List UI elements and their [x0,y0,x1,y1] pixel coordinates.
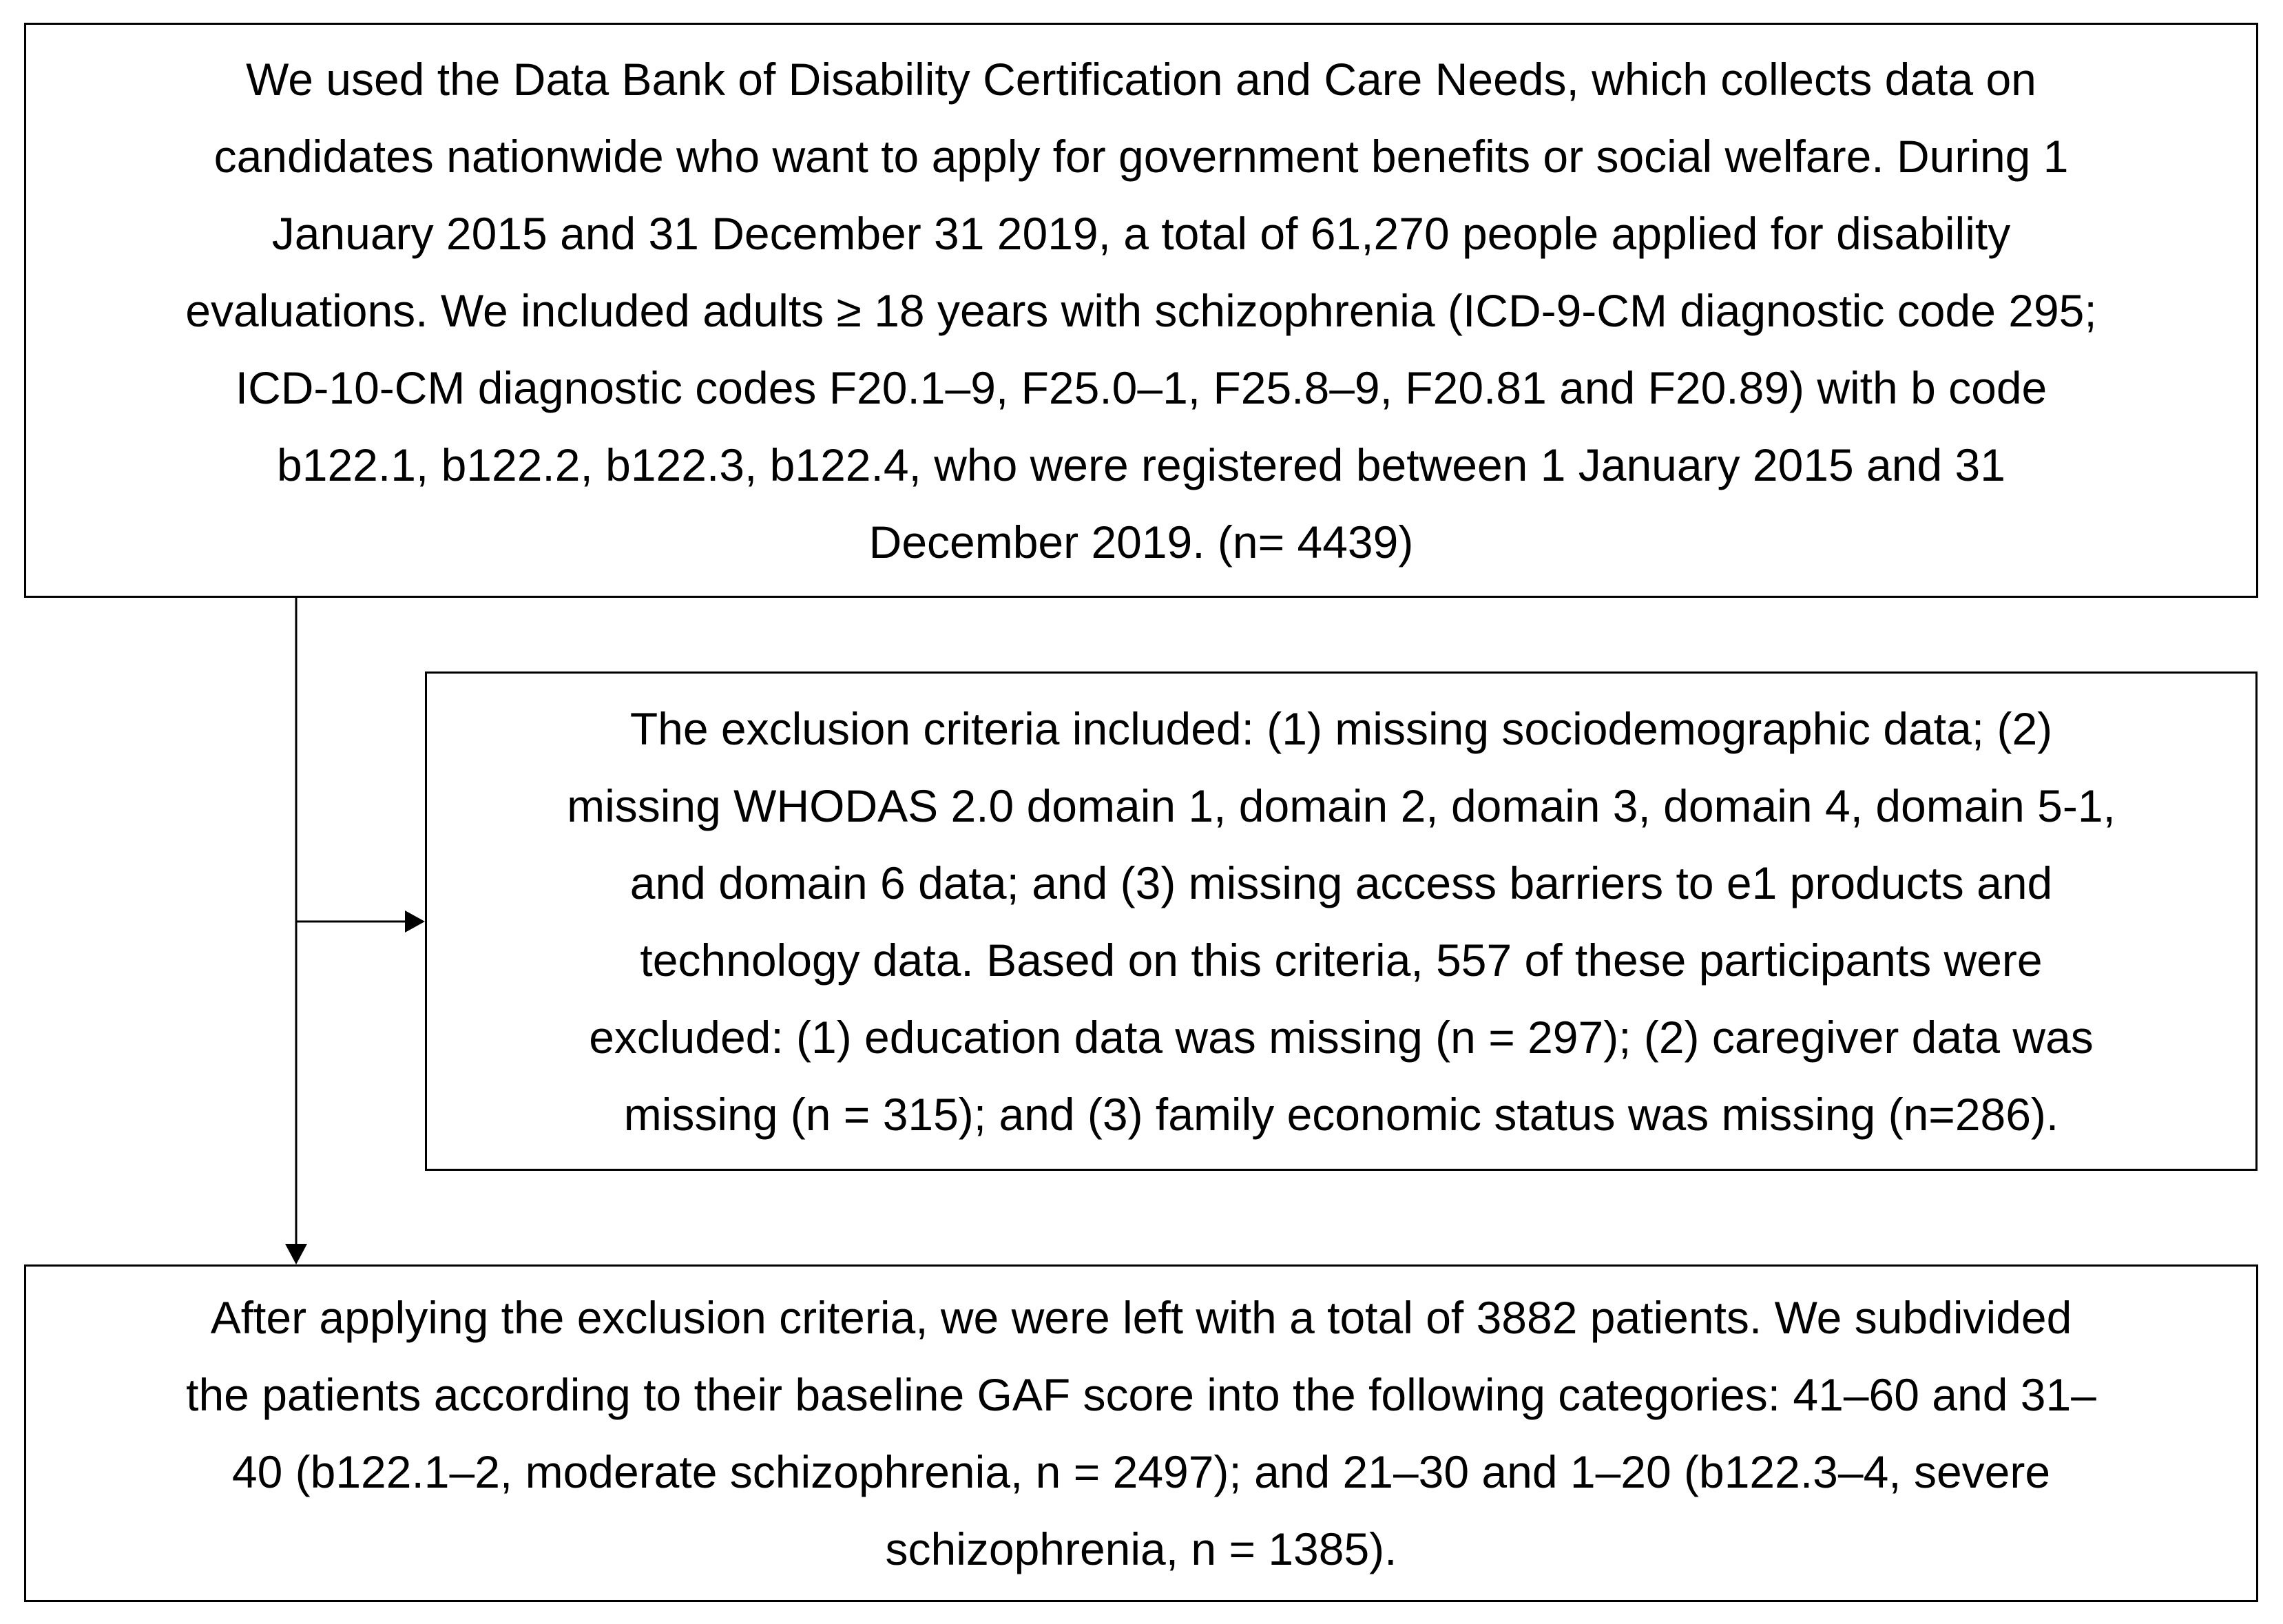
exclusion-line: excluded: (1) education data was missing (n = 297); (2) caregiver data was [589,1011,2094,1063]
inclusion-line: evaluations. We included adults ≥ 18 years with schizophrenia (ICD-9-CM diagnostic code 295; [185,284,2097,336]
exclusion-line: The exclusion criteria included: (1) missing sociodemographic data; (2) [629,702,2053,754]
final-cohort-line: the patients according to their baseline GAF score into the following categories: 41–60 and 31– [186,1369,2096,1420]
final-cohort-line: schizophrenia, n = 1385). [885,1523,1397,1574]
inclusion-line: January 2015 and 31 December 31 2019, a total of 61,270 people applied for disability [271,207,2011,259]
final-cohort-box [24,1264,2258,1602]
exclusion-line: and domain 6 data; and (3) missing access barriers to e1 products and [629,857,2053,908]
exclusion-line: missing (n = 315); and (3) family economic status was missing (n=286). [623,1088,2059,1140]
exclusion-branch-arrowhead [405,910,425,933]
final-cohort-line: 40 (b122.1–2, moderate schizophrenia, n = 2497); and 21–30 and 1–20 (b122.3–4, severe [231,1446,2051,1497]
final-cohort-line: After applying the exclusion criteria, we were left with a total of 3882 patients. We subdivided [210,1292,2072,1343]
inclusion-line: December 2019. (n= 4439) [868,516,1414,568]
exclusion-line: missing WHODAS 2.0 domain 1, domain 2, domain 3, domain 4, domain 5-1, [567,780,2116,831]
main-flow-arrowhead [285,1244,307,1264]
final-cohort-text [186,1279,2096,1587]
exclusion-line: technology data. Based on this criteria, 557 of these participants were [640,934,2043,986]
inclusion-box [24,23,2258,598]
exclusion-box [425,672,2258,1171]
inclusion-line: candidates nationwide who want to apply for government benefits or social welfare. During 1 [213,130,2069,182]
inclusion-line: We used the Data Bank of Disability Certification and Care Needs, which collects data on [246,53,2036,105]
inclusion-line: b122.1, b122.2, b122.3, b122.4, who were registered between 1 January 2015 and 31 [277,439,2005,490]
inclusion-text [185,41,2096,581]
inclusion-line: ICD-10-CM diagnostic codes F20.1–9, F25.0–1, F25.8–9, F20.81 and F20.89) with b code [235,362,2047,413]
exclusion-text [567,690,2116,1153]
